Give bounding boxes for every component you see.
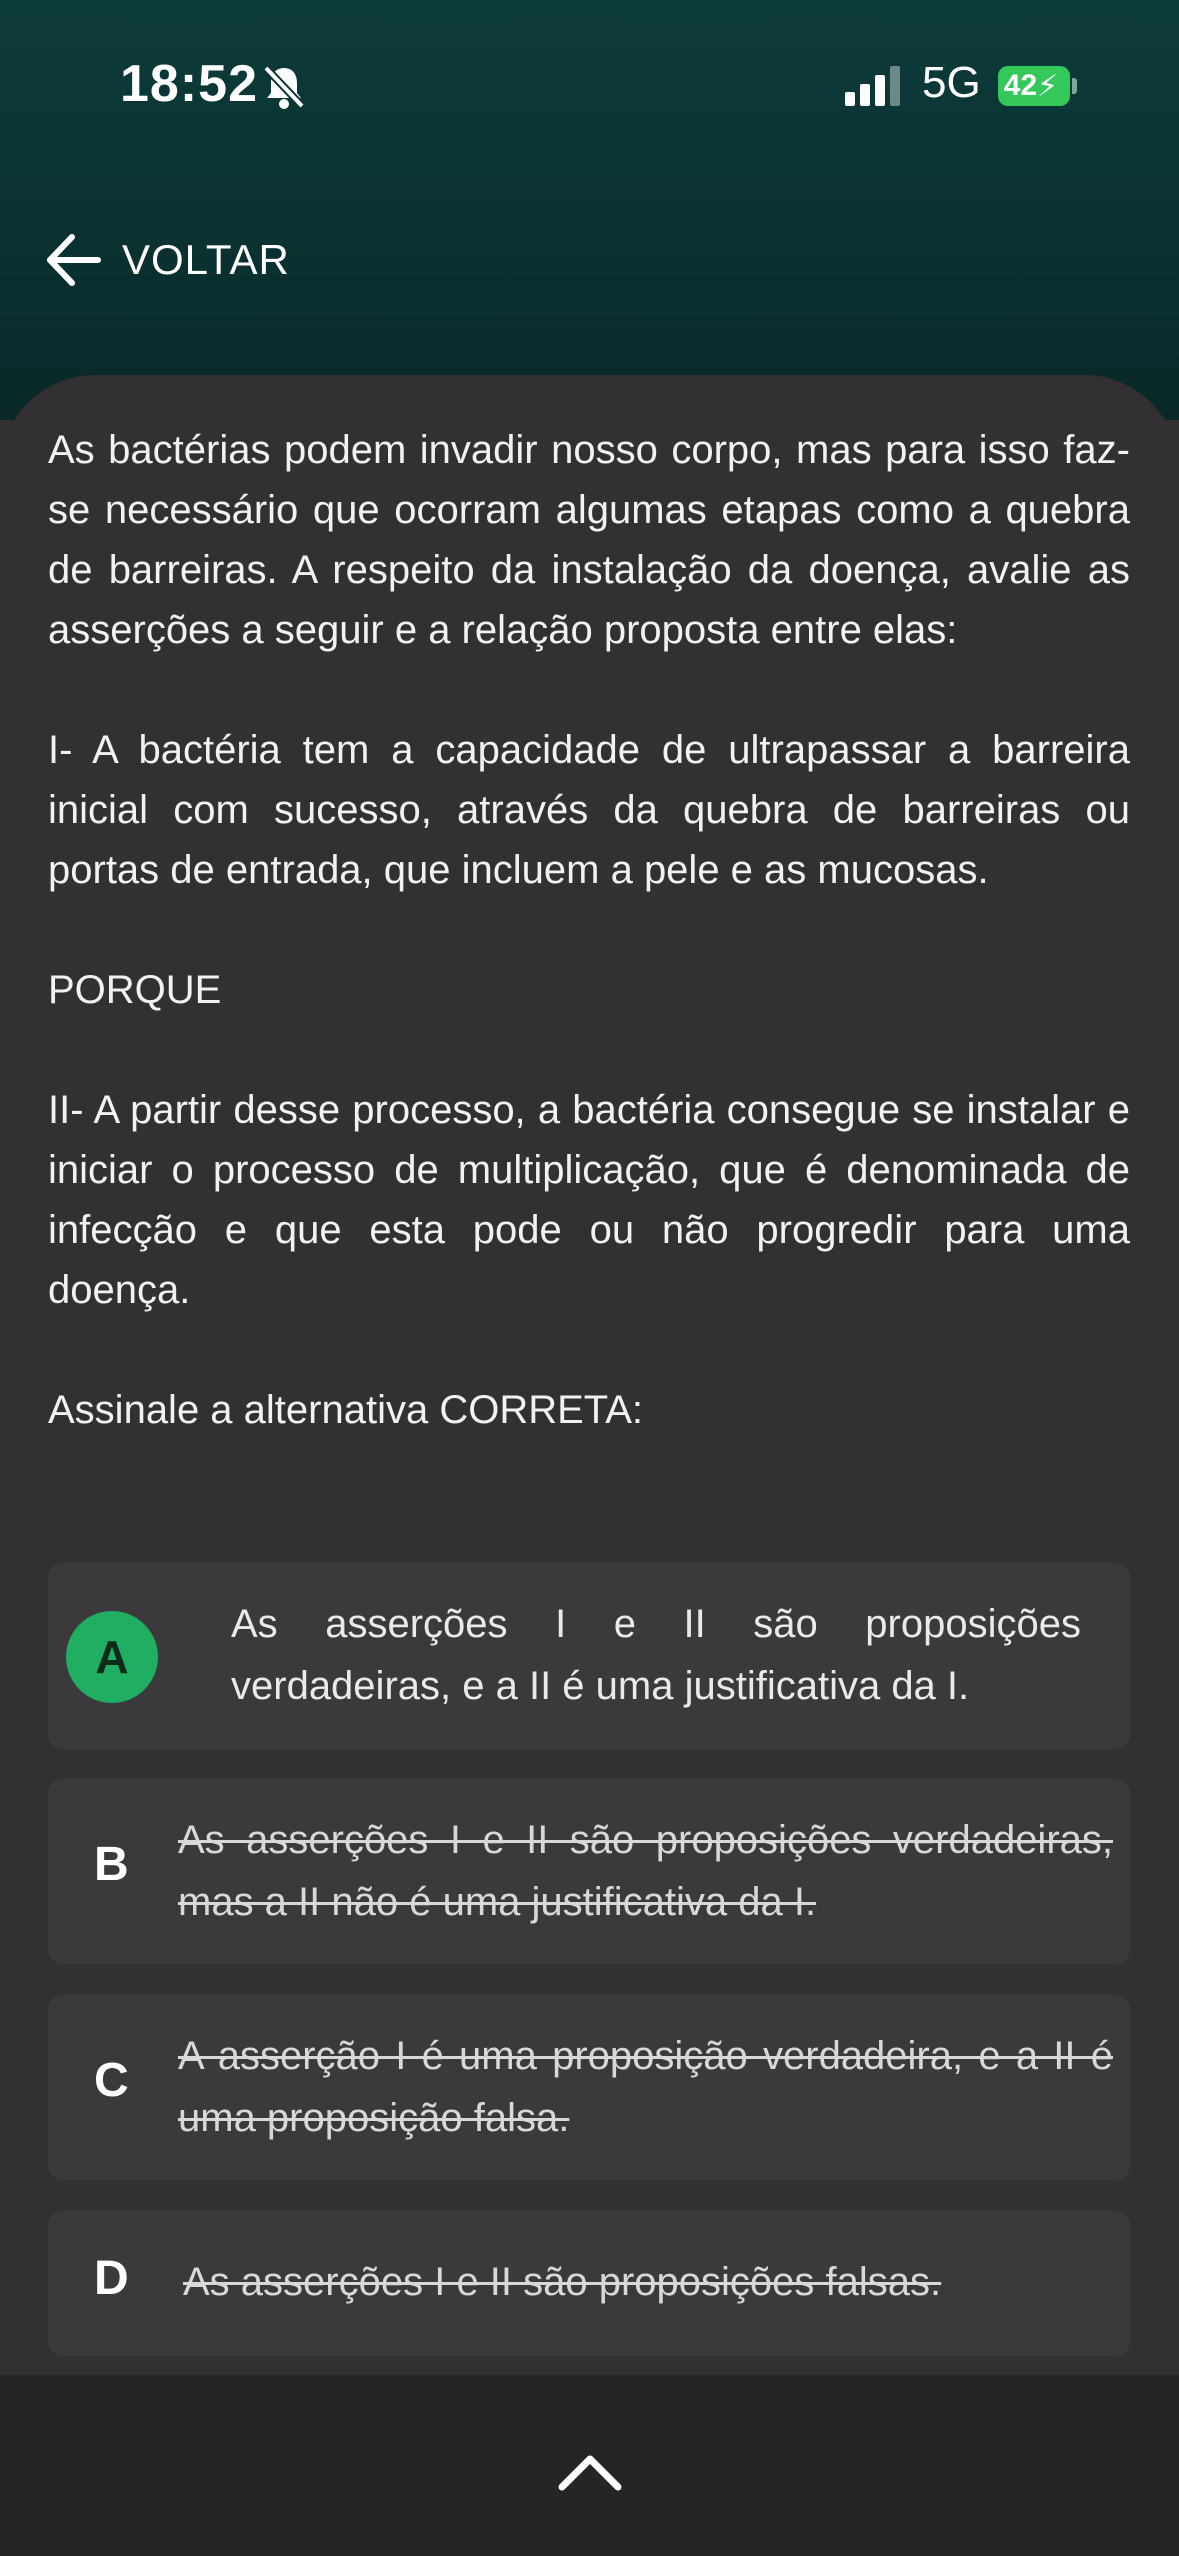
arrow-left-icon bbox=[44, 231, 102, 289]
option-text-struck: A asserção I é uma proposição verdadeira, e a II é uma proposição falsa. bbox=[178, 2034, 1113, 2140]
option-text: As asserções I e II são proposições verdadeiras, e a II é uma justificativa da I. bbox=[231, 1602, 1081, 1708]
question-text bbox=[48, 420, 1130, 1440]
option-d[interactable] bbox=[48, 2211, 1130, 2356]
option-text-struck: As asserções I e II são proposições falsas. bbox=[183, 2260, 942, 2304]
back-label: VOLTAR bbox=[122, 236, 290, 283]
option-text-struck: As asserções I e II são proposições verdadeiras, mas a II não é uma justificativa da I. bbox=[178, 1818, 1113, 1924]
option-letter: C bbox=[94, 2054, 129, 2107]
battery-level: 42 bbox=[1003, 69, 1038, 102]
question-prompt: Assinale a alternativa CORRETA: bbox=[48, 1388, 644, 1432]
option-b[interactable] bbox=[48, 1779, 1130, 1964]
network-type: 5G bbox=[922, 58, 981, 107]
battery-charging-icon: 42 ⚡ bbox=[998, 66, 1070, 106]
option-c[interactable] bbox=[48, 1995, 1130, 2180]
assertion-2: II- A partir desse processo, a bactéria consegue se instalar e iniciar o processo de multiplicação, que é denominada de infecção e que esta pode ou não progredir para uma doença. bbox=[48, 1088, 1130, 1312]
chevron-up-icon[interactable] bbox=[558, 2451, 622, 2491]
option-letter: D bbox=[94, 2252, 129, 2305]
assertion-1: I- A bactéria tem a capacidade de ultrapassar a barreira inicial com sucesso, através da quebra de barreiras ou portas de entrada, que incluem a pele e as mucosas. bbox=[48, 728, 1130, 892]
battery-cap bbox=[1072, 78, 1077, 94]
back-button[interactable] bbox=[44, 225, 290, 295]
signal-icon bbox=[845, 66, 905, 108]
question-intro: As bactérias podem invadir nosso corpo, mas para isso faz-se necessário que ocorram algumas etapas como a quebra de barreiras. A respeito da instalação da doença, avalie as asserções a seguir e a relação proposta entre elas: bbox=[48, 428, 1130, 652]
option-letter: B bbox=[94, 1838, 129, 1891]
status-time: 18:52 bbox=[120, 55, 258, 113]
option-a[interactable] bbox=[48, 1563, 1130, 1749]
connector-text: PORQUE bbox=[48, 968, 222, 1012]
status-bar bbox=[0, 0, 1179, 175]
bottom-bar bbox=[0, 2375, 1179, 2556]
header-background bbox=[0, 0, 1179, 420]
bell-slash-icon bbox=[262, 64, 306, 110]
option-letter-badge-selected: A bbox=[66, 1611, 158, 1703]
